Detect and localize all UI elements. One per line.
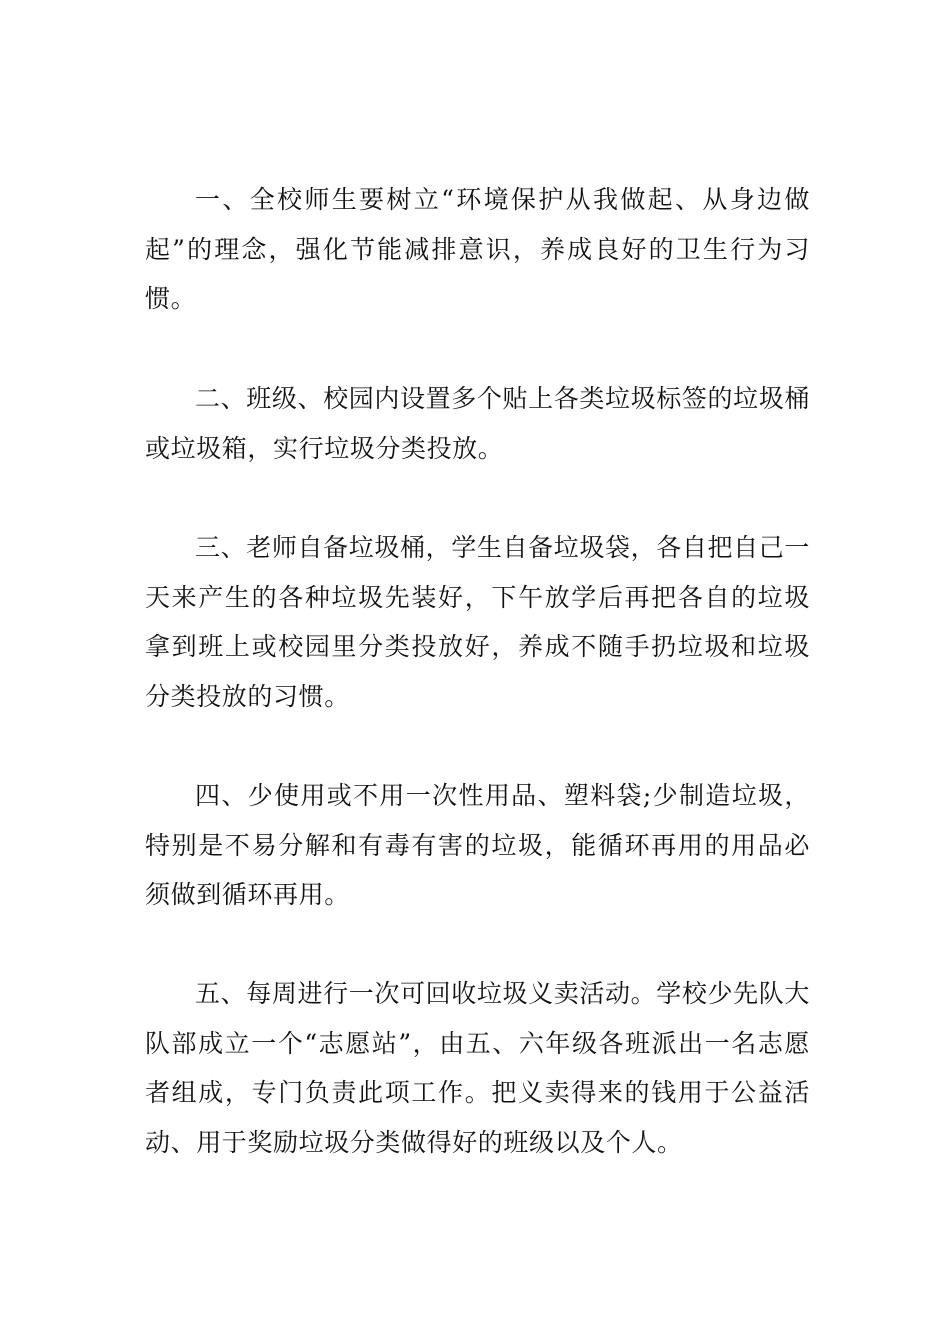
- paragraph-4: 四、少使用或不用一次性用品、塑料袋;少制造垃圾，特别是不易分解和有毒有害的垃圾，能循环再用的用品必须做到循环再用。: [145, 781, 810, 909]
- paragraph-1: 一、全校师生要树立“环境保护从我做起、从身边做起”的理念，强化节能减排意识，养成良好的卫生行为习惯。: [145, 185, 810, 313]
- paragraph-5: 五、每周进行一次可回收垃圾义卖活动。学校少先队大队部成立一个“志愿站”，由五、六年级各班派出一名志愿者组成，专门负责此项工作。把义卖得来的钱用于公益活动、用于奖励垃圾分类做得好的班级以及个人。: [145, 979, 810, 1157]
- paragraph-2: 二、班级、校园内设置多个贴上各类垃圾标签的垃圾桶或垃圾箱，实行垃圾分类投放。: [145, 384, 810, 463]
- paragraph-3: 三、老师自备垃圾桶，学生自备垃圾袋，各自把自己一天来产生的各种垃圾先装好，下午放学后再把各自的垃圾拿到班上或校园里分类投放好，养成不随手扔垃圾和垃圾分类投放的习惯。: [145, 533, 810, 711]
